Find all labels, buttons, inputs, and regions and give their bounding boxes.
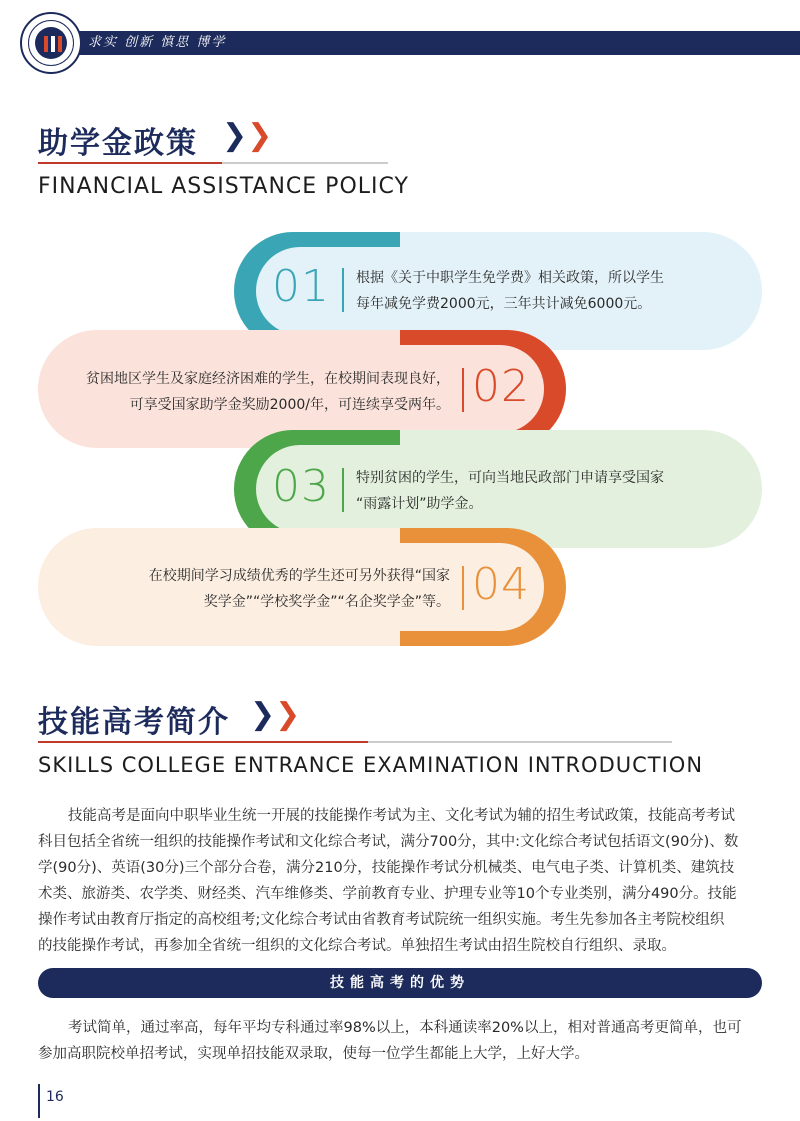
item-02-text-line1: 贫困地区学生及家庭经济困难的学生，在校期间表现良好， [86,371,450,387]
section1-subtitle: FINANCIAL ASSISTANCE POLICY [38,174,409,199]
item-04-divider [462,566,464,610]
item-01-text-line2: 每年减免学费2000元，三年共计减免6000元。 [356,296,652,312]
advantage-line: 考试简单，通过率高，每年平均专科通过率98%以上，本科通读率20%以上，相对普通高考更简单，也可 [68,1020,742,1036]
item-03-divider [342,468,344,512]
item-01-divider [342,268,344,312]
page-number: 16 [46,1089,64,1105]
school-logo [20,12,82,74]
intro-line: 的技能操作考试，再参加全省统一组织的文化综合考试。单独招生考试由招生院校自行组织、录取。 [38,938,676,954]
section1-title: 助学金政策 [38,126,198,161]
item-02-text-line2: 可享受国家助学金奖励2000/年，可连续享受两年。 [129,397,450,413]
intro-paragraph [38,803,762,959]
advantage-line: 参加高职院校单招考试，实现单招技能双录取，使每一位学生都能上大学，上好大学。 [38,1046,589,1062]
section2-subtitle: SKILLS COLLEGE ENTRANCE EXAMINATION INTRODUCTION [38,753,704,777]
item-03-text-line1: 特别贫困的学生，可向当地民政部门申请享受国家 [356,470,664,486]
item-04-number: 04 [472,559,530,610]
item-02-divider [462,368,464,412]
title-underline [368,741,672,743]
title-underline-accent [38,162,222,164]
advantages-paragraph [38,1015,762,1067]
item-04-text-line2: 奖学金”“学校奖学金”“名企奖学金”等。 [203,594,450,610]
item-03-number: 03 [272,461,330,512]
title-underline-accent [38,741,368,743]
school-motto: 求实 创新 慎思 博学 [88,35,227,50]
item-01-number: 01 [272,261,330,312]
intro-line: 术类、旅游类、农学类、财经类、汽车维修类、学前教育专业、护理专业等10个专业类别，满分490分。技能 [38,886,737,902]
intro-line: 学(90分)、英语(30分)三个部分合卷，满分210分，技能操作考试分机械类、电气电子类、计算机类、建筑技 [38,860,735,876]
intro-line: 技能高考是面向中职毕业生统一开展的技能操作考试为主、文化考试为辅的招生考试政策，技能高考考试 [68,808,735,824]
page-number-bar [38,1084,40,1118]
item-02-number: 02 [472,361,530,412]
advantages-banner: 技能高考的优势 [38,968,762,998]
item-03-text-line2: “雨露计划”助学金。 [356,496,483,512]
item-04-text-line1: 在校期间学习成绩优秀的学生还可另外获得“国家 [148,568,450,584]
intro-line: 科目包括全省统一组织的技能操作考试和文化综合考试，满分700分，其中:文化综合考试包括语文(90分)、数 [38,834,739,850]
title-underline [222,162,388,164]
chevron-right-icon: ❯❯ [222,118,273,153]
section2-title: 技能高考简介 [38,705,230,740]
item-01-text-line1: 根据《关于中职学生免学费》相关政策，所以学生 [356,270,664,286]
intro-line: 操作考试由教育厅指定的高校组考;文化综合考试由省教育考试院统一组织实施。考生先参加各主考院校组织 [38,912,725,928]
chevron-right-icon: ❯❯ [250,697,301,732]
